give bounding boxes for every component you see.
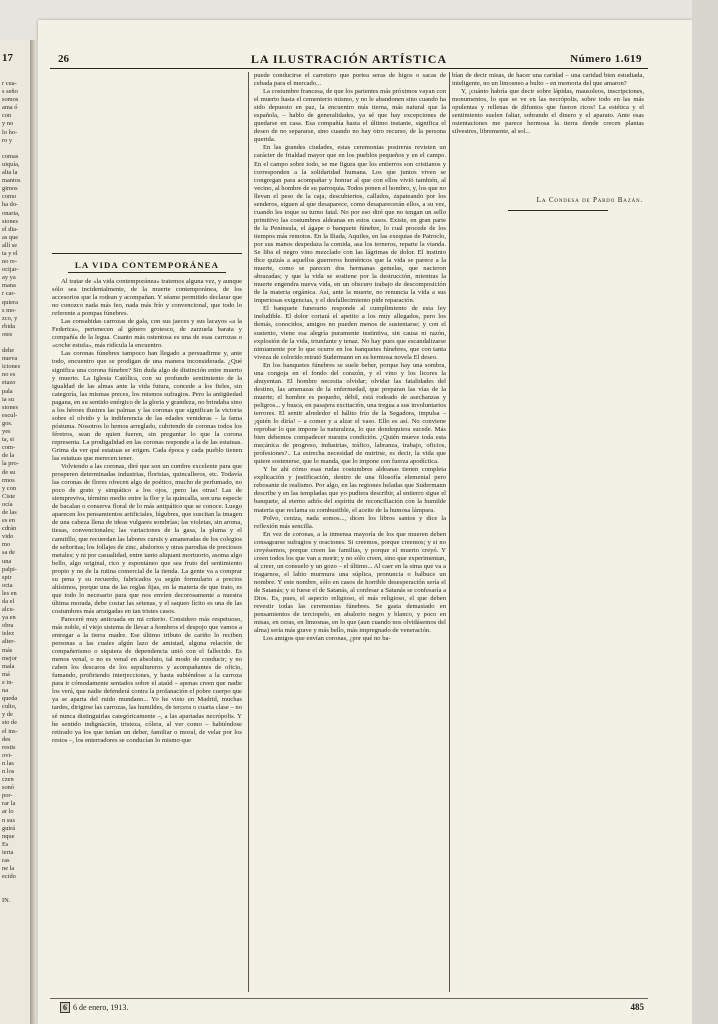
- section-rule-bottom: [68, 272, 226, 273]
- paragraph: Polvo, ceniza, nada somos..., dicen los libros santos y dice la reflexión más sencilla.: [254, 514, 446, 530]
- section-title: LA VIDA CONTEMPORÁNEA: [74, 260, 220, 270]
- paragraph: Pareceré muy anticuada en mi criterio. Considero más respetuoso, más noble, el viejo sistema de llevar a hombros el despojo que vamos a entregar a la tierra madre. Ese último tributo de cariño lo reciben personas a las cuales algún lazo de amistad, alguna relación de compañerismo o siquiera de dependencia unió con el fallecido. Es menos venal, o no es venal en absoluto, tal modo de conducir; y no caben los descaros de los sepultureros y acompañantes de oficio, fumando, profiriendo interjecciones, y hasta subiéndose a la carroza para ir cómodamente sentados sobre el ataúd – apenas creen que nadie los verá, que nadie defenderá contra la profanación el pobre cuerpo que ya se aparta del ruido mundano... Yo he visto en Madrid, muchas tardes, dirigirse las carrozas, las humildes, de tercera o cuarta clase – no sé nunca distinguirlas categóricamente –, a las apartadas necrópolis. Y he sentido indignación, tristeza, cólera, al ver como – habiéndose retirado ya los que tenían un deber, familiar o moral, de velar por los restos –, los enterradores se conducían lo mismo que: [52, 615, 242, 744]
- previous-page-text-fragment: r cua- s seño somos ama ó con y no lo ho- ro y comas uiquía, alta la mantos gimos como ha do- onaria, siones el dia- as que allí se ta y el no re- ocijar- ay ya mana r car- quiera s mo- zco, y rbida otes dehe nueva iciones no es etazo pala ia su siones escul- gos. yes ta, si com- de la la pro- de su rmos y con Ciste ocía de las es en cdrán vido mo sa de una palpi- spir octa les en da el alcu- ya en obra ielez alter- más mejor mala má e in- na queda culto, y de sto de el ins- des restis ovi- n las n los czen sonó por- rar la ar lo n sus guirá nque Es ierta ras ne la ecido IN.: [2, 80, 21, 905]
- scan-background-edge: [692, 0, 718, 1024]
- date-box: 6: [60, 1002, 70, 1013]
- paragraph: En los banquetes fúnebres se suele beber, porque hay una sombra, una congoja en el fondo del corazón, y el vino y los licores la ahuyentan. El hombre necesita olvidar; olvidar las fatalidades del destino, las amenazas de la enfermedad, que preparan las vías de la muerte; el hombre es pequeño, débil, está rodeado de asechanzas y peligros... y busca, en pasajera excitación, una tregua a sus involuntarios terrores. El sentir alrededor el hálito frío de la Segadora, impulsa – ¡quién lo diría! – a comer y a alzar el vaso. Ello es así. No conviene reprobar lo que impone la naturaleza, lo que dondequiera sucede. Más bien debemos compadecer nuestra condición. ¿Quién mueve toda esta mecánica de progreso, industrias, tráfico, labranza, trabajo, oficios, profesiones?.. La estrecha necesidad de nutrirse, es decir, la vida que quiere sostenerse, que lo manda, que lo impone con fuerza apodíctica.: [254, 361, 446, 466]
- column-divider: [449, 72, 450, 992]
- section-rule-top: [52, 253, 242, 254]
- page-header: [50, 50, 648, 69]
- previous-page-number: 17: [2, 52, 13, 64]
- author-signature: La Condesa de Pardo Bazán.: [536, 196, 643, 204]
- article-column-2: [254, 72, 446, 1002]
- footer-date: [60, 1002, 128, 1013]
- paragraph: Las consabidas carrozas de gala, con sus jaeces y sus lacayos «a la Federica», pertenecen al género grotesco, de zarzuela barata y compañía de la legua. Cuanto más ostentosa es una de esas carrozas o «coche estufa», más ridícula la encuentro.: [52, 318, 242, 350]
- paragraph: Las coronas fúnebres tampoco han llegado a persuadirme y, ante todo, encuentro que se prodigan de una manera inconsiderada. ¿Qué significa una corona fúnebre? Sin duda algo de distinción entre muerto y muerto. La Iglesia Católica, con su profundo sentimiento de la igualdad de las almas ante la vida futura, concede a los fieles, sin categoría, las mismas preces, los mismos sufragios. Pero la antigüedad pagana, en su sentido enérgico de la gloria y grandeza, no brindaba sino a los héroes ilustres las palmas y las coronas que significan la victoria sobre el olvido y la indiferencia de las edades venideras – la fama póstuma. Nosotros lo hemos arreglado, cubriendo de coronas todos los féretros, sean de quien fueren, sin preguntar lo que la corona representa. La prodigalidad en las coronas responde a la de las estatuas. Grima da ver qué estatuas se erigen. Cada época y cada pueblo tienen las estatuas que merecen tener.: [52, 350, 242, 463]
- article-column-3: [452, 72, 644, 242]
- paragraph: puede conducirse el carretero que portea seras de higos o sacas de cebada para el mercado...: [254, 72, 446, 88]
- paragraph: El banquete funerario responde al cumplimiento de esta ley ineludible. El dolor cortará el apetito a los muy allegados, pero los demás, conocidos, amigos no pueden menos de sustentarse; y con el sustento, viene esa alegría puramente instintiva, sin causa ni razón, explosión de la vida, triunfante y tenaz. No hay pues que escandalizarse nimiamente por lo que ocurre en los banquetes fúnebres, que con tanta viveza de colorido retrató Sudermann en su hermosa novela El deseo.: [254, 305, 446, 361]
- article-column-1: [52, 278, 242, 988]
- footer-rule: [50, 998, 648, 999]
- magazine-page: [38, 20, 692, 1024]
- paragraph: Y, ¡cuánto habría que decir sobre lápidas, mausoleos, inscripciones, monumentos, lo que se ve en las necrópolis, sobre todo en las más opulentas y rellenas de difuntos que fueron ricos! La estética y el sentimiento suelen faltar, sobrando el dinero y el aparato. Ante esas ostentaciones me parece hermosa la tierra donde crecen plantas silvestres, libremente, al sol...: [452, 88, 644, 136]
- signature-rule: [508, 210, 608, 211]
- publication-title: LA ILUSTRACIÓN ARTÍSTICA: [250, 52, 448, 66]
- paragraph: La costumbre francesa, de que los parientes más próximos vayan con el muerto hasta el cementerio mismo, y no le abandonen sino cuando ha sido depuesto en paz, la encuentro más tierna, más natural que la española, – hablo de generalidades, ya sé que hay excepciones de quedarse en casa. Esa compañía hasta el último instante, significa el deseo de no separarse, sino cuando no hay otro recurso, de la persona querida.: [254, 88, 446, 144]
- paragraph: Volviendo a las coronas, diré que son un cumbre excelente para que prosperen determinadas industrias, floristas, quincalleros, etc. Todavía las coronas de flores ofrecen algo de poético, mucho de perfumado, no poco de grato y simpático a los ojos, ¡pero las otras! Las de siempreviva, término medio entre la flor y la quincalla, son una especie de bacalao o conserva floral de lo más antipático que se conoce. Luego aparecen los pensamientos artificiales, lúgubres, que suscitan la imagen de una cabeza llena de ideas vulgares sombrías; las violetas, sin aroma, tiesas, convencionales; las variaciones de la gasa, la pluma y el canutillo, que recuerdan las labores cursis y amaneradas de los colegios de señoritas; los follajes de zinc, abalorios y otras parodias de preciosos metales; y ni por casualidad, entre tanto aliquant mortuorio, asoma algo bello, algo original, rico y espontáneo que sea fruto del sentimiento propio y no de la rutina comercial de la tienda. La gente va a comprar su pena y su recuerdo, fabricados ya según formulario a precios altísimos, porque una de las reglas fijas, en la materia de que trato, es que todo lo necesario para que nos envíen decorosamente a nuestra última morada, debe costar las setenas, y el saqueo lícito es una de las costumbres más arraigadas en tan tristes casos.: [52, 463, 242, 615]
- paragraph: Al tratar de «la vida contemporánea» tratemos alguna vez, y aunque sólo sea incidentalmente, de la muerte contemporánea, de los accesorios que la rodean y acompañan. Y séame permitido declarar que no conozco nada más feo, nada más frío y convencional, que todo lo referente a pompas fúnebres.: [52, 278, 242, 318]
- book-binding: [30, 40, 38, 1024]
- paragraph: Y he ahí cómo esas rudas costumbres aldeanas tienen completa explicación y justificación, dentro de una filosofía elemental pero rebosante de realismo. Por algo, en las regiones heladas que Sudermann describe y en las templadas que yo pudiera describir, al entierro sigue el banquete, al eterno adiós del espíritu de reconciliación con la humilde materia que reclama su combustible, el aceite de la humosa lámpara.: [254, 466, 446, 514]
- date-text: 6 de enero, 1913.: [73, 1003, 129, 1012]
- blank-column-space: [452, 252, 644, 992]
- issue-number: Número 1.619: [570, 53, 642, 65]
- folio-number: 485: [630, 1002, 644, 1012]
- paragraph: En las grandes ciudades, estas ceremonias postreras revisten un carácter de frialdad mayor que en los pueblos pequeños y en el campo. En el campo sobre todo, se me figura que los entierros son cristianos y corresponden a la solidaridad humana. Los que juntos viven se congregan para acompañar y honrar al que con ellos vivió también, al vecino, al hombre de su parroquia. Todos ponen el hombro, y, los que no llevan el peso de la caja, descubiertos, callados, zapateando por los senderos, siguen al que desaparece, como desaparecerán ellos, a su vez, cuando les toque su turno fatal. No por eso diré que no tengan un sello primitivo las costumbres aldeanas en estos casos. Existe, en gran parte de la Península, el ágape o banquete fúnebre, lo cual procede de los tiempos más remotos. En la Iliada, Aquiles, en las exequias de Patroclo, por sus manos despedaza la comida, asa los terneros, reparte la vianda. Se liba el negro vino mezclado con las lágrimas de dolor. El instinto dice quizás a aquellos guerreros homéricos que la vida se parece a la muerte, como se parecen dos hermanas gemelas, que nacieron abrazadas; y que la vida se sostiene por la destrucción, mientras la muerte engendra nueva vida, en un obscuro trabajo de descomposición de la materia orgánica. Así, ante la muerte, no renuncia la vida a sus imperiosas exigencias, y el desfallecimiento pide reparación.: [254, 144, 446, 305]
- previous-page-strip: [0, 40, 31, 1024]
- paragraph: Los amigos que envían coronas, ¿por qué no ba-: [263, 635, 391, 643]
- column-divider: [248, 72, 249, 992]
- page-number: 26: [58, 53, 69, 65]
- paragraph: En vez de coronas, a la inmensa mayoría de los que mueren deben consagrarse sufragios y oraciones. Si creemos, porque creemos; y si no creyésemos, porque creen las familias, y porque el muerto creyó. Y creen todos los que van a morir; y no sólo creen, sino que experimentan, al creer, un consuelo y un gozo – el último... Al caer en la sima que va a tragarnos, el labio murmura una súplica, pronuncia o balbuce un nombre. Y este nombre, sólo en casos de horrible desesperación sería el de Satanás; y si fuese el de Satanás, al confesar a Satanás se confesaría a Dios. Es, pues, el aspecto religioso, el más religioso, el que deben revestir todas las ceremonias fúnebres. Se gasta demasiado en pensamientos de terciopelo, en abalorio negro y blanco, y poco en misas, en ceras, en limosnas, en lo que (aun cuando nos olvidásemos del alma) sería más grave y más bello, más impregnado de veneración.: [254, 530, 446, 635]
- paragraph: bían de decir misas, de hacer una caridad – una caridad bien estudiada, inteligente, no un limosneo a bulto – en memoria del que amaron?: [452, 72, 644, 88]
